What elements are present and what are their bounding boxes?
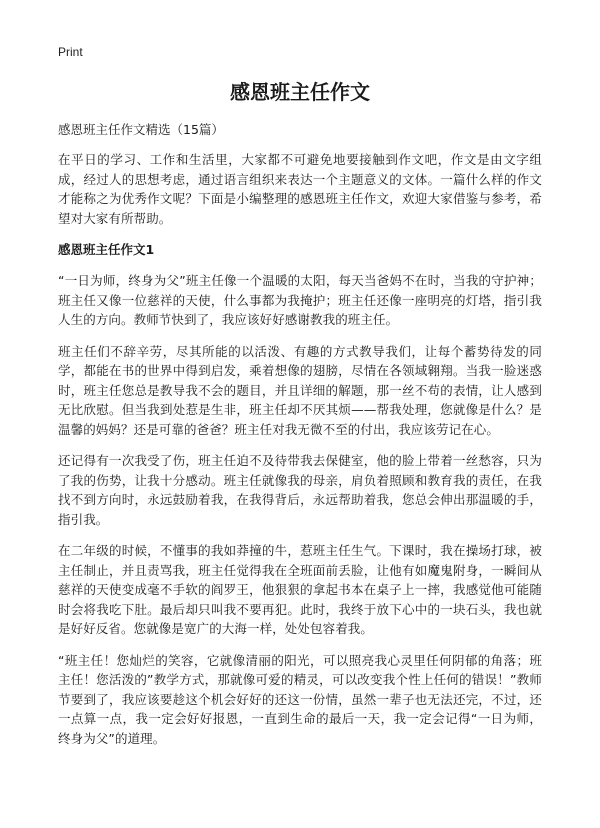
intro-paragraph: 在平日的学习、工作和生活里，大家都不可避免地要接触到作文吧，作文是由文字组成，经过人的思想考虑，通过语言组织来表达一个主题意义的文体。一篇什么样的作文才能称之为优秀作文呢？下面是小编整理的感恩班主任作文，欢迎大家借鉴与参考，希望对大家有所帮助。 <box>58 152 542 226</box>
body-paragraph-2: 班主任们不辞辛劳，尽其所能的以活泼、有趣的方式教导我们，让每个蓄势待发的同学，都能在书的世界中得到启发，乘着想像的翅膀，尽情在各领域翱翔。当我一脸迷惑时，班主任您总是教导我不会的题目，并且详细的解题，那一丝不苟的表情，让人感到无比欣慰。但当我到处惹是生非，班主任却不厌其烦——帮我处理，您就像是什么？是温馨的妈妈？还是可靠的爸爸？班主任对我无微不至的付出，我应该劳记在心。 <box>58 343 542 437</box>
section-heading: 感恩班主任作文1 <box>58 242 155 257</box>
print-link[interactable]: Print <box>58 45 83 59</box>
body-paragraph-1: “一日为师，终身为父”班主任像一个温暖的太阳，每天当爸妈不在时，当我的守护神；班主任又像一位慈祥的天使，什么事都为我掩护；班主任还像一座明亮的灯塔，指引我人生的方向。教师节快到了，我应该好好感谢教我的班主任。 <box>58 273 542 327</box>
page-title: 感恩班主任作文 <box>230 80 370 104</box>
body-paragraph-5: “班主任！您灿烂的笑容，它就像清丽的阳光，可以照亮我心灵里任何阴郁的角落；班主任！您活泼的”教学方式，那就像可爱的精灵，可以改变我个性上任何的错误！”教师节要到了，我应该要趁这个机会好好的还这一份情，虽然一辈子也无法还完，不过，还一点算一点，我一定会好好报恩，一直到生命的最后一天，我一定会记得“一日为师，终身为父”的道理。 <box>58 652 542 746</box>
document-subtitle: 感恩班主任作文精选（15篇） <box>58 122 224 137</box>
body-paragraph-4: 在二年级的时候，不懂事的我如莽撞的牛，惹班主任生气。下课时，我在操场打球，被主任制止，并且责骂我，班主任觉得我在全班面前丢脸，让他有如魔鬼附身，一瞬间从慈祥的天使变成毫不手软的阎罗王，他狠狠的拿起书本在桌子上一摔，我感觉他可能随时会将我吃下肚。最后却只叫我不要再犯。此时，我终于放下心中的一块石头，我也就是好好反省。您就像是宽广的大海一样，处处包容着我。 <box>58 543 542 636</box>
body-paragraph-3: 还记得有一次我受了伤，班主任迫不及待带我去保健室，他的脸上带着一丝愁容，只为了我的伤势，让我十分感动。班主任就像我的母亲，肩负着照顾和教育我的责任，在我找不到方向时，永远鼓励着我，在我得背后，永远帮助着我，您总会伸出那温暖的手，指引我。 <box>58 453 542 527</box>
document-body <box>58 150 542 760</box>
